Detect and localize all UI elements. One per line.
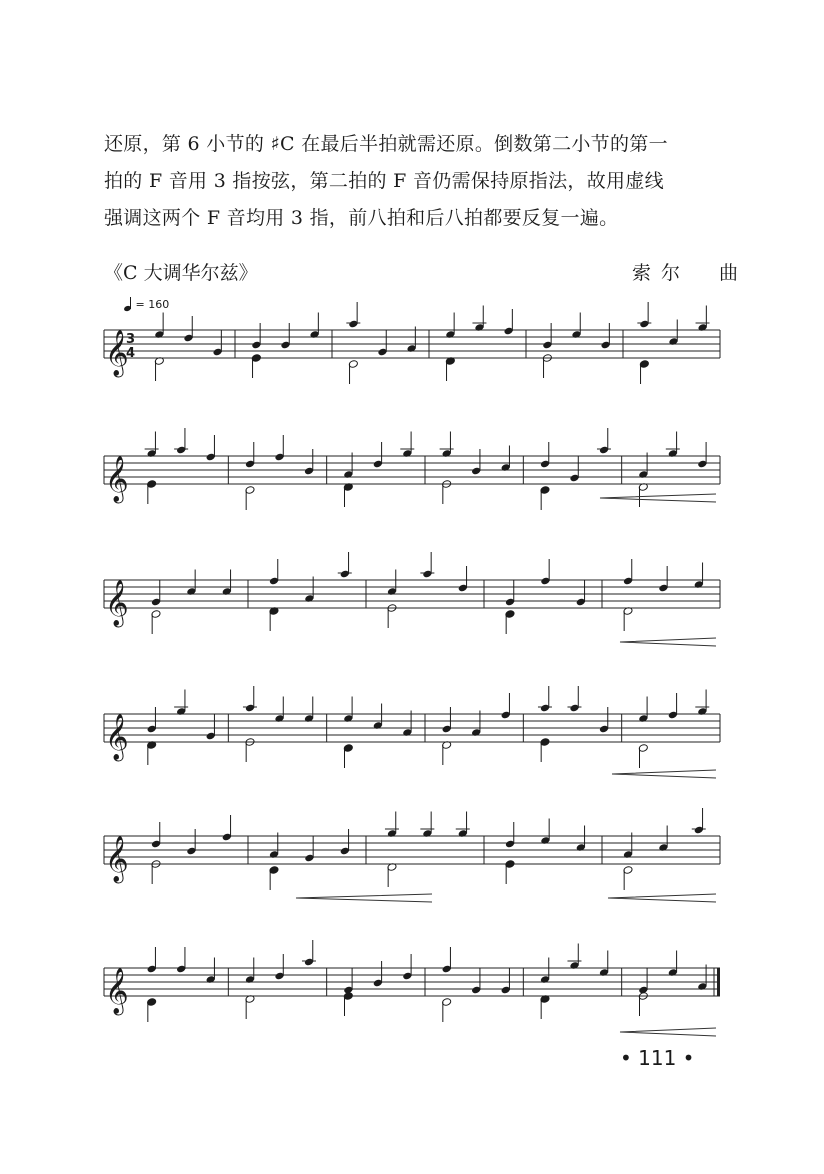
hairpin-mark [620,638,716,646]
hairpin-mark [612,770,716,778]
piece-title: 《C 大调华尔兹》 [104,262,258,284]
time-signature-bottom: 4 [126,346,136,361]
final-barline-thick [717,968,720,996]
treble-clef-icon: 𝄞 [105,714,129,760]
hairpin-mark [608,894,716,902]
treble-clef-icon: 𝄞 [105,330,129,376]
page-number: • 111 • [620,1046,695,1070]
tempo-value: = 160 [135,298,170,311]
treble-clef-icon: 𝄞 [105,836,129,882]
intro-line-2: 拍的 F 音用 3 指按弦，第二拍的 F 音仍需保持原指法，故用虚线 [104,170,664,192]
hairpin-mark [620,1028,716,1036]
intro-line-3: 强调这两个 F 音均用 3 指，前八拍和后八拍都要反复一遍。 [104,207,619,229]
time-signature-top: 3 [126,332,136,347]
hairpin-mark [296,894,432,902]
intro-line-1: 还原，第 6 小节的 ♯C 在最后半拍就需还原。倒数第二小节的第一 [104,133,668,155]
treble-clef-icon: 𝄞 [105,580,129,626]
treble-clef-icon: 𝄞 [105,968,129,1014]
hairpin-mark [600,494,716,502]
treble-clef-icon: 𝄞 [105,456,129,502]
composer-credit: 索尔 曲 [632,262,749,284]
